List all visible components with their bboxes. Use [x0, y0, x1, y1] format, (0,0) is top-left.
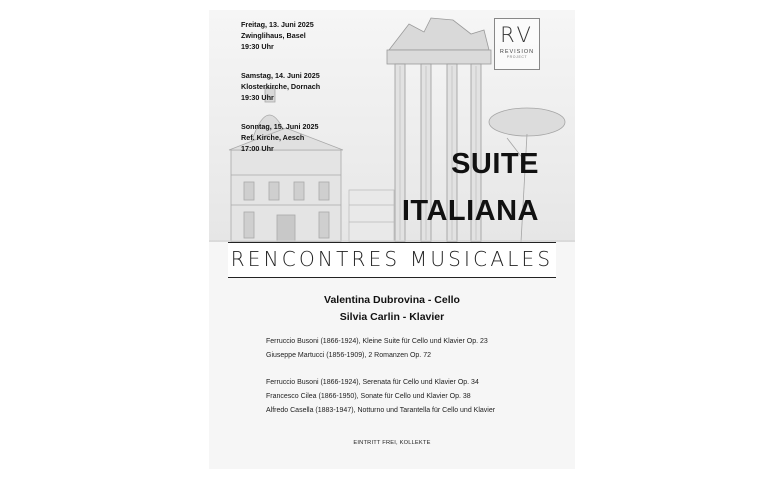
background-building-sketch — [349, 190, 394, 242]
date-block-1 — [241, 19, 314, 52]
date-day: Sonntag, 15. Juni 2025 — [241, 122, 319, 131]
program-part-1 — [266, 335, 488, 363]
program-item: Francesco Cilea (1866-1950), Sonate für Cello und Klavier Op. 38 — [266, 393, 471, 400]
admission-note: EINTRITT FREI, KOLLEKTE — [353, 440, 431, 446]
program-item: Giuseppe Martucci (1856-1909), 2 Romanzen Op. 72 — [266, 352, 431, 359]
date-time: 19:30 Uhr — [241, 42, 274, 51]
concert-poster — [209, 10, 575, 469]
logo-mark: RV — [500, 23, 534, 47]
program-item: Ferruccio Busoni (1866-1924), Serenata für Cello und Klavier Op. 34 — [266, 379, 479, 386]
program-item: Alfredo Casella (1883-1947), Notturno und Tarantella für Cello und Klavier — [266, 407, 496, 414]
performer-piano: Silvia Carlin - Klavier — [339, 311, 445, 323]
date-time: 17:00 Uhr — [241, 144, 274, 153]
date-time: 19:30 Uhr — [241, 93, 274, 102]
date-block-3 — [241, 121, 319, 154]
program-part-2 — [266, 376, 495, 418]
logo-sub: PROJECT — [506, 55, 528, 59]
date-block-2 — [241, 70, 320, 103]
date-day: Freitag, 13. Juni 2025 — [241, 20, 314, 29]
date-venue: Klosterkirche, Dornach — [241, 82, 321, 91]
program-item: Ferruccio Busoni (1866-1924), Kleine Suite für Cello und Klavier Op. 23 — [266, 338, 488, 345]
title-line-1: SUITE — [451, 148, 539, 180]
date-venue: Zwinglihaus, Basel — [241, 31, 306, 40]
title-line-2: ITALIANA — [401, 195, 539, 227]
logo-name: REVISION — [499, 49, 535, 55]
date-venue: Ref. Kirche, Aesch — [241, 133, 305, 142]
revision-project-logo — [494, 18, 540, 70]
series-banner — [228, 242, 556, 278]
performer-cello: Valentina Dubrovina - Cello — [324, 294, 460, 306]
date-day: Samstag, 14. Juni 2025 — [241, 71, 320, 80]
series-name: RENCONTRES MUSICALES — [230, 247, 554, 271]
